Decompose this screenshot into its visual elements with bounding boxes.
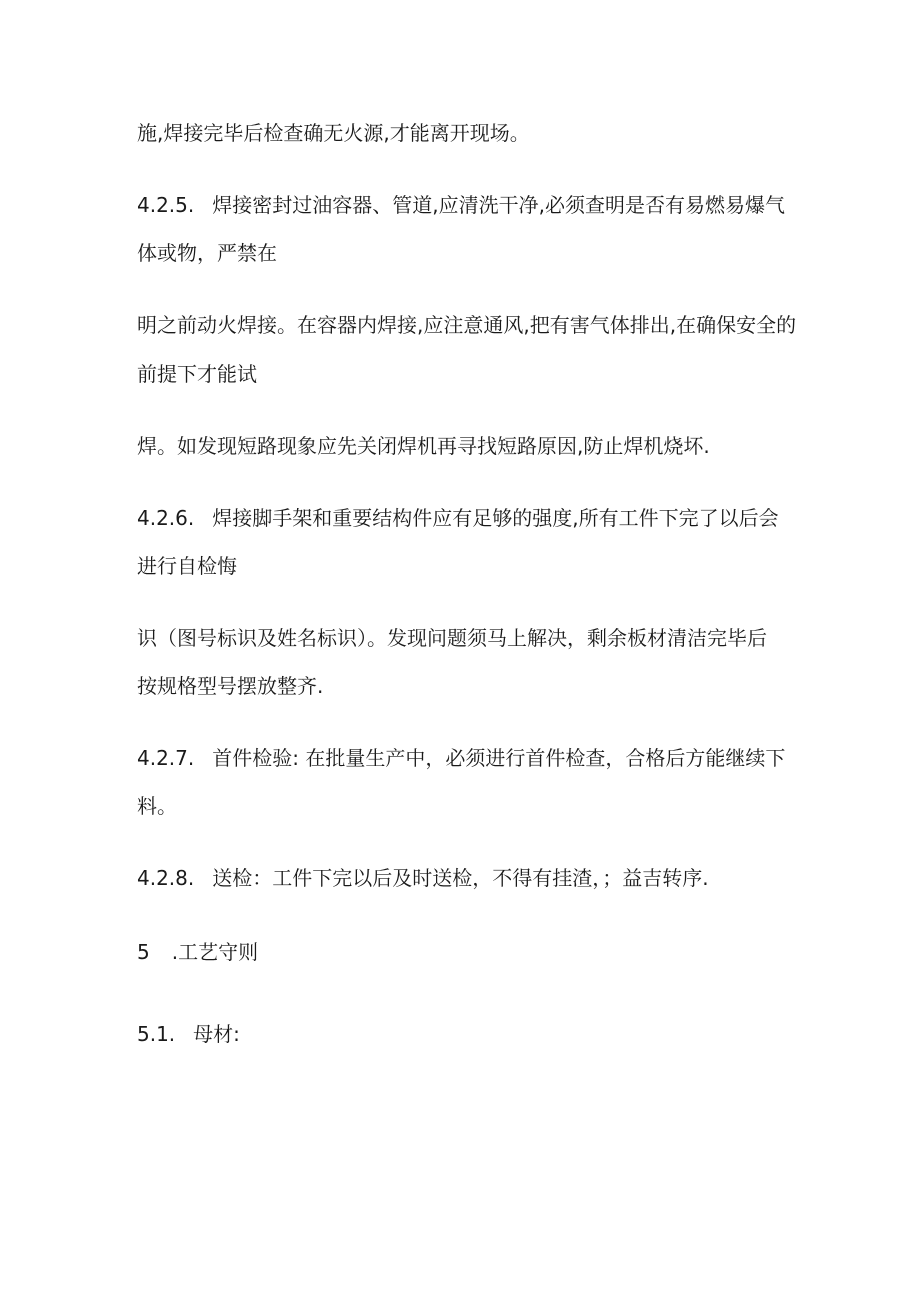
clause-5-1 (137, 1022, 240, 1046)
text-line: 明之前动火焊接。在容器内焊接,应注意通风,把有害气体排出,在确保安全的 (137, 313, 797, 337)
section-number: 5 (137, 940, 150, 964)
text-line: 识（图号标识及姓名标识）。发现问题须马上解决，剩余板材清洁完毕后 (137, 626, 767, 650)
clause-text: 焊接密封过油容器、管道,应清洗干净,必须查明是否有易燃易爆气 (212, 193, 785, 217)
clause-text: 母材: (193, 1022, 240, 1046)
text-line: 焊。如发现短路现象应先关闭焊机再寻找短路原因,防止焊机烧坏. (137, 434, 710, 458)
clause-4-2-8 (137, 866, 709, 890)
text-line: 体或物，严禁在 (137, 241, 277, 265)
clause-number: 4.2.5. (137, 193, 195, 217)
clause-text: 送检：工件下完以后及时送检，不得有挂渣，；益吉转序. (212, 866, 709, 890)
clause-number: 5.1. (137, 1022, 176, 1046)
clause-4-2-5 (137, 193, 785, 217)
text-line: 料。 (137, 794, 177, 818)
text-line: 进行自检悔 (137, 554, 237, 578)
text-line: 施,焊接完毕后检查确无火源,才能离开现场。 (137, 121, 530, 145)
text-line: 按规格型号摆放整齐. (137, 674, 324, 698)
section-title: .工艺守则 (171, 940, 259, 964)
clause-number: 4.2.6. (137, 506, 195, 530)
section-5-heading (137, 940, 258, 964)
clause-number: 4.2.7. (137, 746, 195, 770)
text-line: 前提下才能试 (137, 362, 257, 386)
clause-4-2-6 (137, 506, 779, 530)
clause-number: 4.2.8. (137, 866, 195, 890)
clause-4-2-7 (137, 746, 785, 770)
clause-text: 首件检验: 在批量生产中，必须进行首件检查，合格后方能继续下 (212, 746, 786, 770)
clause-text: 焊接脚手架和重要结构件应有足够的强度,所有工件下完了以后会 (212, 506, 779, 530)
